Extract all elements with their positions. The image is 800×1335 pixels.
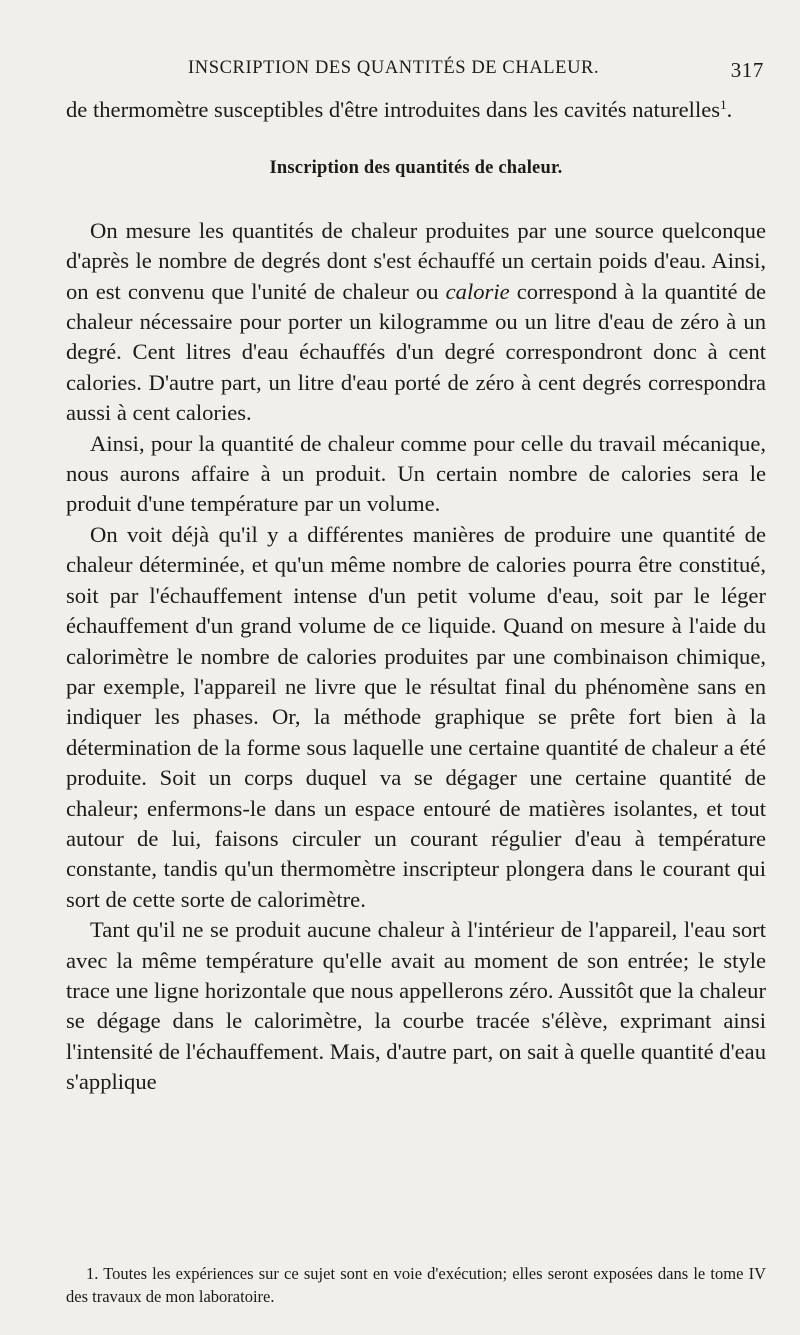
footnote-marker: 1. <box>86 1264 99 1283</box>
paragraph-4: Tant qu'il ne se produit aucune chaleur à l'intérieur de l'appareil, l'eau sort avec la même température qu'elle avait au moment de son entrée; le style trace une ligne horizontale que nous appellerons zéro. Aussitôt que la chaleur se dégage dans le calorimètre, la courbe tracée s'élève, exprimant ainsi l'intensité de l'échauffement. Mais, d'autre part, on sait à quelle quantité d'eau s'applique <box>66 917 766 1095</box>
running-title: INSCRIPTION DES QUANTITÉS DE CHALEUR. <box>188 58 600 78</box>
footnote-text: Toutes les expériences sur ce sujet sont en voie d'exécution; elles seront exposées dans le tome IV des travaux de mon laboratoire. <box>66 1264 766 1306</box>
section-heading: Inscription des quantités de chaleur. <box>269 158 563 179</box>
paragraph-3: On voit déjà qu'il y a différentes manières de produire une quantité de chaleur déterminée, et qu'un même nombre de calories pourra être constitué, soit par l'échauffement intense d'un petit volume d'eau, soit par le léger échauffement d'un grand volume de ce liquide. Quand on mesure à l'aide du calorimètre le nombre de calories produites par une combinaison chimique, par exemple, l'appareil ne livre que le résultat final du phénomène sans en indiquer les phases. Or, la méthode graphique se prête fort bien à la détermination de la forme sous laquelle une certaine quantité de chaleur a été produite. Soit un corps duquel va se dégager une certaine quantité de chaleur; enfermons-le dans un espace entouré de matières isolantes, et tout autour de lui, faisons circuler un courant régulier d'eau à température constante, tandis qu'un thermomètre inscripteur plongera dans le courant qui sort de cette sorte de calorimètre. <box>66 521 766 912</box>
paragraph-2: Ainsi, pour la quantité de chaleur comme pour celle du travail mécanique, nous aurons affaire à un produit. Un certain nombre de calories sera le produit d'une température par un volume. <box>66 430 766 517</box>
footnote-ref: 1 <box>720 97 727 112</box>
paragraph-1: On mesure les quantités de chaleur produites par une source quelconque d'après le nombre de degrés dont s'est échauffé un certain poids d'eau. Ainsi, on est convenu que l'unité de chaleur ou calorie correspond à la quantité de chaleur nécessaire pour porter un kilogramme ou un litre d'eau de zéro à un degré. Cent litres d'eau échauffés d'un degré correspondront donc à cent calories. D'autre part, un litre d'eau porté de zéro à cent degrés correspondra aussi à cent calories. <box>66 217 766 426</box>
paragraph-continuation: de thermomètre susceptibles d'être introduites dans les cavités naturelles$^1$. <box>66 97 733 122</box>
page-number: 317 <box>730 58 764 82</box>
running-header <box>70 58 764 86</box>
italic-term: calorie <box>445 278 510 304</box>
footnote <box>66 1262 766 1308</box>
body-text <box>66 90 766 1098</box>
